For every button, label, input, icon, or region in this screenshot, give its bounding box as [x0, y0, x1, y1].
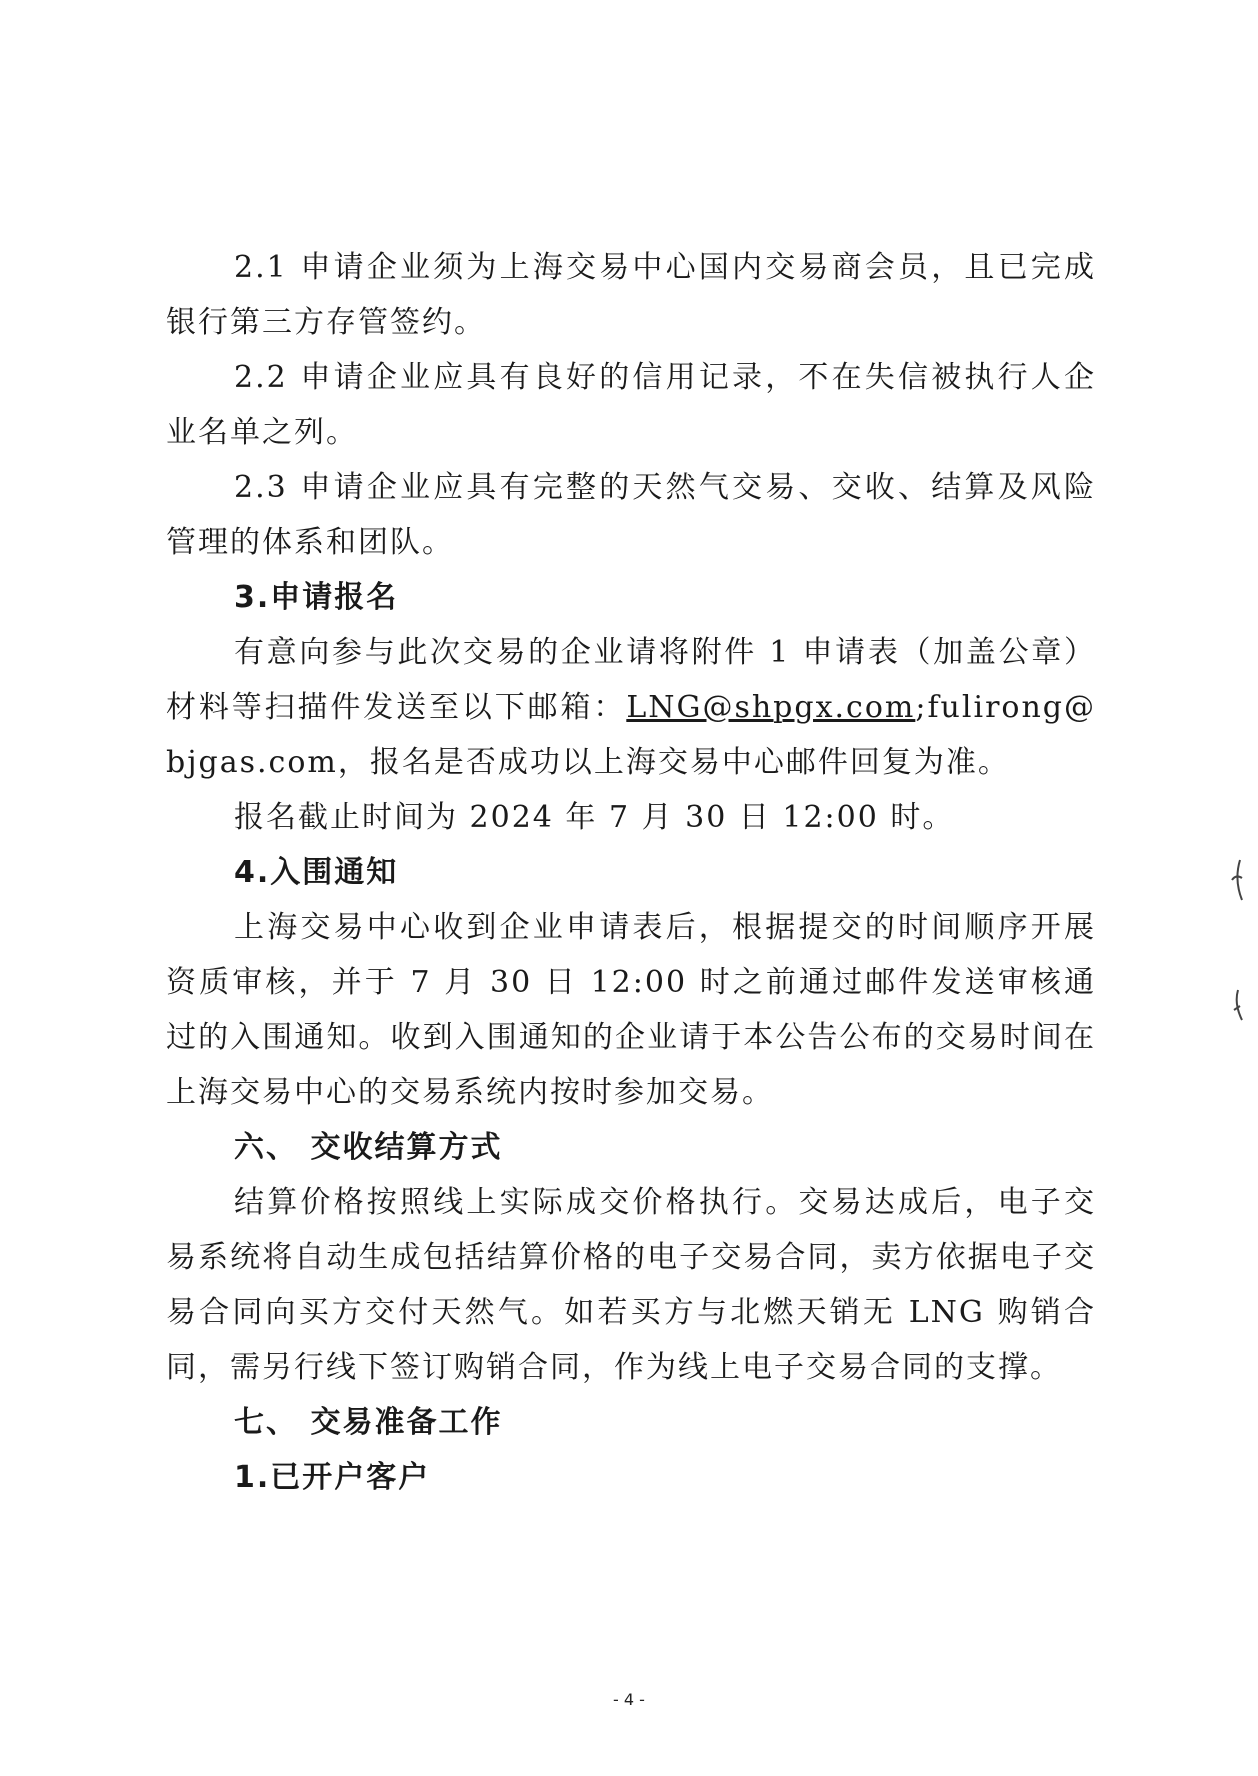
- page-number: - 4 -: [613, 1690, 645, 1709]
- section-3-paragraph-1: [166, 625, 1096, 790]
- document-body: [166, 240, 1096, 1505]
- paragraph-2-3: 2.3 申请企业应具有完整的天然气交易、交收、结算及风险管理的体系和团队。: [166, 470, 1096, 560]
- email-link-lng[interactable]: LNG@shpgx.com: [626, 690, 916, 725]
- scan-edge-mark-icon: [1226, 850, 1252, 1050]
- section-3-text-before: 有意向参与此次交易的企业请将附件 1 申请表（加盖公章）材料等扫描件发送至以下邮箱：: [166, 635, 1096, 725]
- section-6-paragraph: 结算价格按照线上实际成交价格执行。交易达成后，电子交易系统将自动生成包括结算价格的电子交易合同，卖方依据电子交易合同向买方交付天然气。如若买方与北燃天销无 LNG 购销合同，需另行线下签订购销合同，作为线上电子交易合同的支撑。: [166, 1185, 1096, 1385]
- email-address-fulirong[interactable]: fulirong@bjgas.com: [166, 690, 1096, 780]
- section-7-subheading-1: 1.已开户客户: [234, 1460, 431, 1495]
- email-separator: ;: [915, 690, 928, 725]
- section-6-heading: 六、 交收结算方式: [234, 1130, 503, 1165]
- paragraph-2-2: 2.2 申请企业应具有良好的信用记录，不在失信被执行人企业名单之列。: [166, 360, 1096, 450]
- section-3-heading: 3.申请报名: [234, 580, 399, 615]
- section-3-deadline: 报名截止时间为 2024 年 7 月 30 日 12:00 时。: [234, 800, 955, 835]
- section-4-heading: 4.入围通知: [234, 855, 399, 890]
- section-3-text-after: ，报名是否成功以上海交易中心邮件回复为准。: [337, 745, 1010, 780]
- paragraph-2-1: 2.1 申请企业须为上海交易中心国内交易商会员，且已完成银行第三方存管签约。: [166, 250, 1096, 340]
- section-4-paragraph: 上海交易中心收到企业申请表后，根据提交的时间顺序开展资质审核，并于 7 月 30 日 12:00 时之前通过邮件发送审核通过的入围通知。收到入围通知的企业请于本公告公布的交易时间在上海交易中心的交易系统内按时参加交易。: [166, 910, 1096, 1110]
- section-7-heading: 七、 交易准备工作: [234, 1405, 503, 1440]
